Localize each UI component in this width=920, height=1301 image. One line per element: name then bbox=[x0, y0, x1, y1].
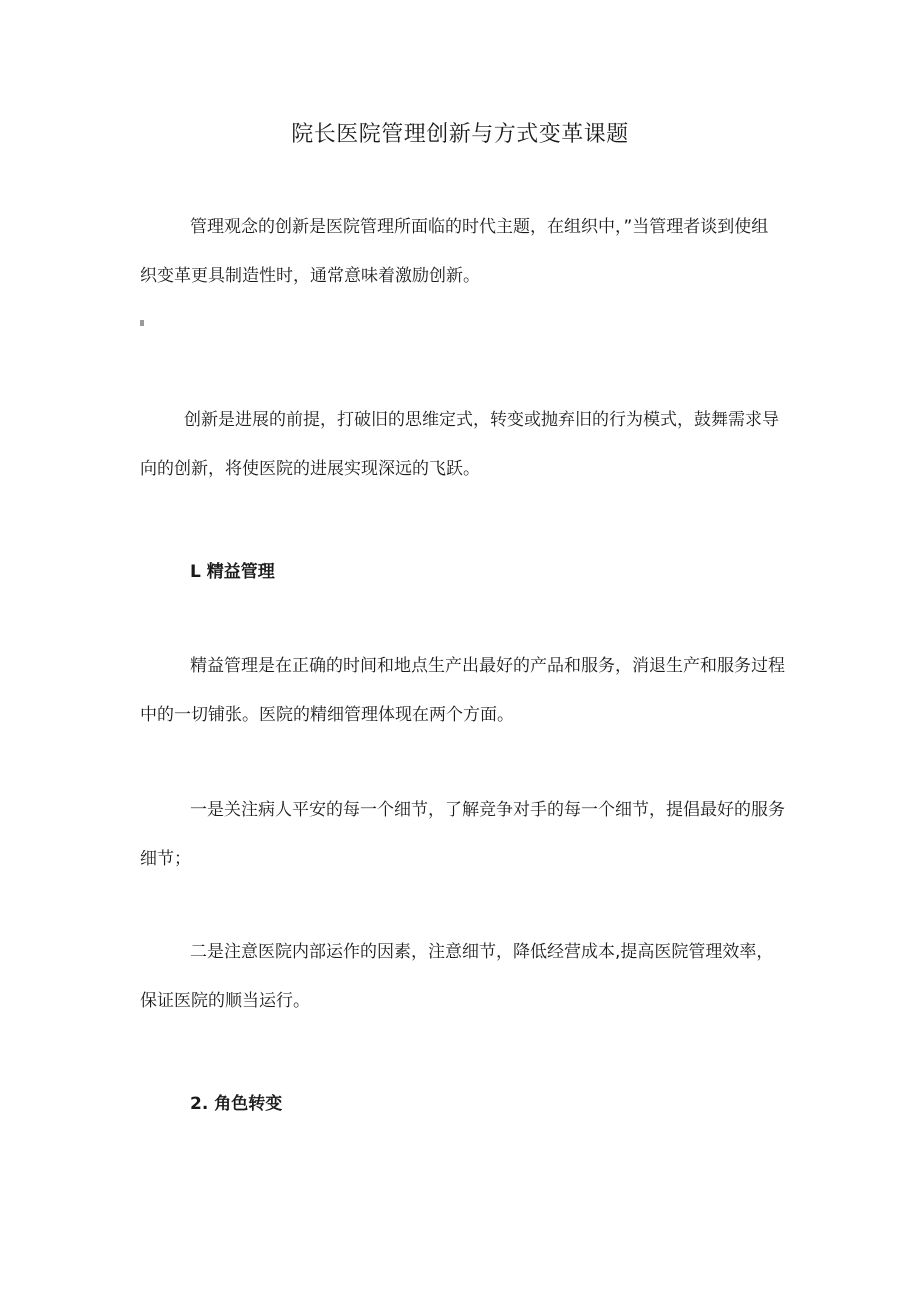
paragraph-text: 创新是进展的前提，打破旧的思维定式，转变或抛弃旧的行为模式，鼓舞需求导向的创新，将使医院的进展实现深远的飞跃。 bbox=[140, 410, 779, 479]
paragraph-text: 管理观念的创新是医院管理所面临的时代主题，在组织中，”当管理者谈到使组织变革更具制造性时，通常意味着激励创新。 bbox=[140, 217, 769, 286]
paragraph-text: 二是注意医院内部运作的因素，注意细节，降低经营成本,提高医院管理效率，保证医院的顺当运行。 bbox=[140, 942, 774, 1011]
paragraph-point-two bbox=[140, 928, 785, 1026]
paragraph-lean-definition bbox=[140, 642, 785, 740]
paragraph-innovation-concept bbox=[140, 203, 785, 301]
paragraph-text: 一是关注病人平安的每一个细节，了解竞争对手的每一个细节，提倡最好的服务细节； bbox=[140, 800, 785, 869]
stray-mark bbox=[140, 320, 144, 326]
paragraph-text: 精益管理是在正确的时间和地点生产出最好的产品和服务，消退生产和服务过程中的一切铺张。医院的精细管理体现在两个方面。 bbox=[140, 656, 785, 725]
section-heading-role-change: 2. 角色转变 bbox=[190, 1094, 283, 1114]
paragraph-point-one bbox=[140, 786, 785, 884]
section-heading-lean-management: L 精益管理 bbox=[190, 562, 275, 582]
paragraph-innovation-premise bbox=[140, 396, 785, 494]
document-title: 院长医院管理创新与方式变革课题 bbox=[291, 122, 629, 147]
